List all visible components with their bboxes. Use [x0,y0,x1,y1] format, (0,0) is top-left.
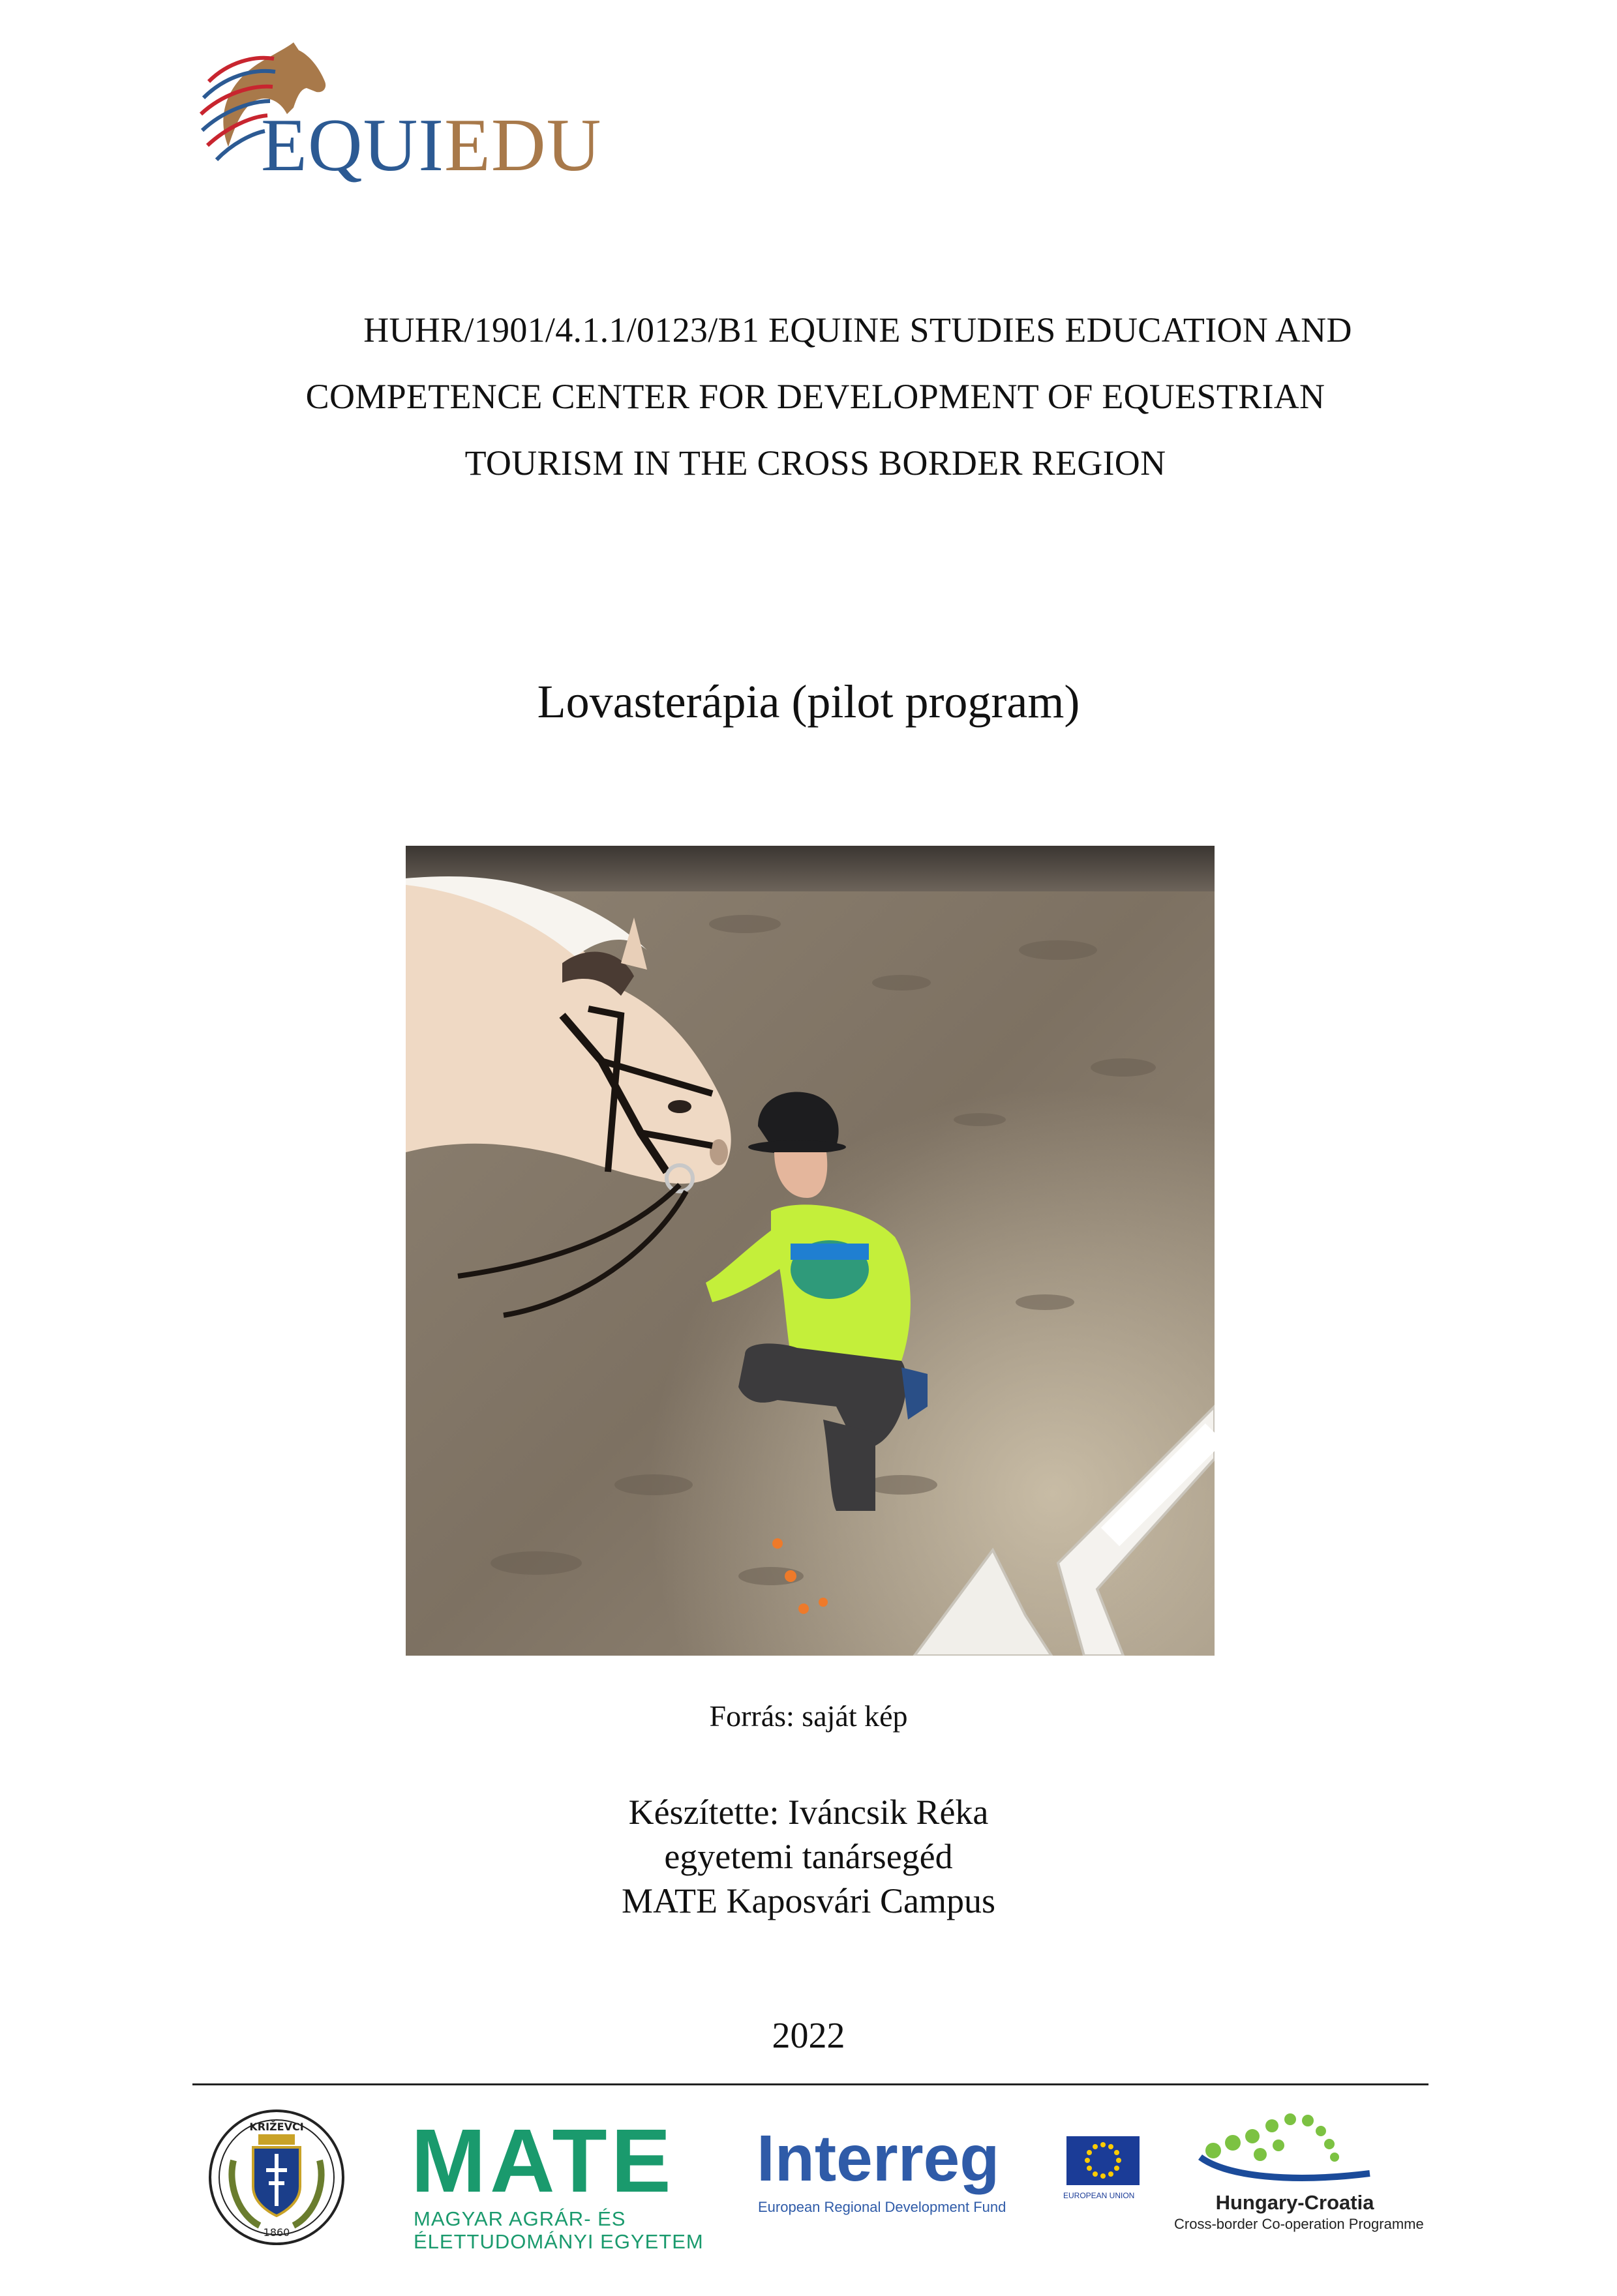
equiedu-logo [189,36,602,199]
mate-logo [411,2111,704,2253]
author-name: Készítette: Iváncsik Réka [628,1793,989,1832]
programme-subtitle: Cross-border Co-operation Programme [1174,2216,1424,2232]
publication-year: 2022 [772,2016,845,2056]
mate-wordmark: MATE [411,2111,675,2211]
interreg-logo [757,2122,1148,2224]
krizevci-name: KRIŽEVCI [249,2121,304,2133]
hungary-croatia-logo [1174,2111,1424,2252]
mate-line-1: MAGYAR AGRÁR- ÉS [414,2207,626,2230]
mate-line-2: ÉLETTUDOMÁNYI EGYETEM [414,2230,704,2253]
horse-and-child-photo [406,846,1215,1656]
footer-divider [192,2083,1428,2085]
project-title-line-2: COMPETENCE CENTER FOR DEVELOPMENT OF EQUESTRIAN [305,377,1325,416]
interreg-fund: European Regional Development Fund [758,2199,1006,2215]
logo-edu: EDU [444,104,602,187]
krizevci-year: 1860 [263,2226,290,2239]
eu-label: EUROPEAN UNION [1063,2191,1135,2200]
project-title [215,297,1415,496]
dots-arc-icon [1174,2111,1415,2190]
interreg-wordmark: Interreg [757,2122,1000,2195]
author-institution: MATE Kaposvári Campus [622,1881,995,1920]
logo-wordmark [261,104,602,187]
document-title: Lovasterápia (pilot program) [537,676,1080,728]
krizevci-seal-logo [207,2108,346,2246]
programme-title: Hungary-Croatia [1215,2191,1374,2214]
project-title-line-3: TOURISM IN THE CROSS BORDER REGION [464,443,1166,483]
project-title-line-1: HUHR/1901/4.1.1/0123/B1 EQUINE STUDIES EDUCATION AND [363,310,1352,350]
author-block [0,1790,1617,1923]
logo-equi: EQUI [261,104,445,187]
author-position: egyetemi tanársegéd [664,1837,953,1876]
photo-source-caption: Forrás: saját kép [709,1699,908,1733]
eu-flag-icon [1066,2136,1140,2185]
